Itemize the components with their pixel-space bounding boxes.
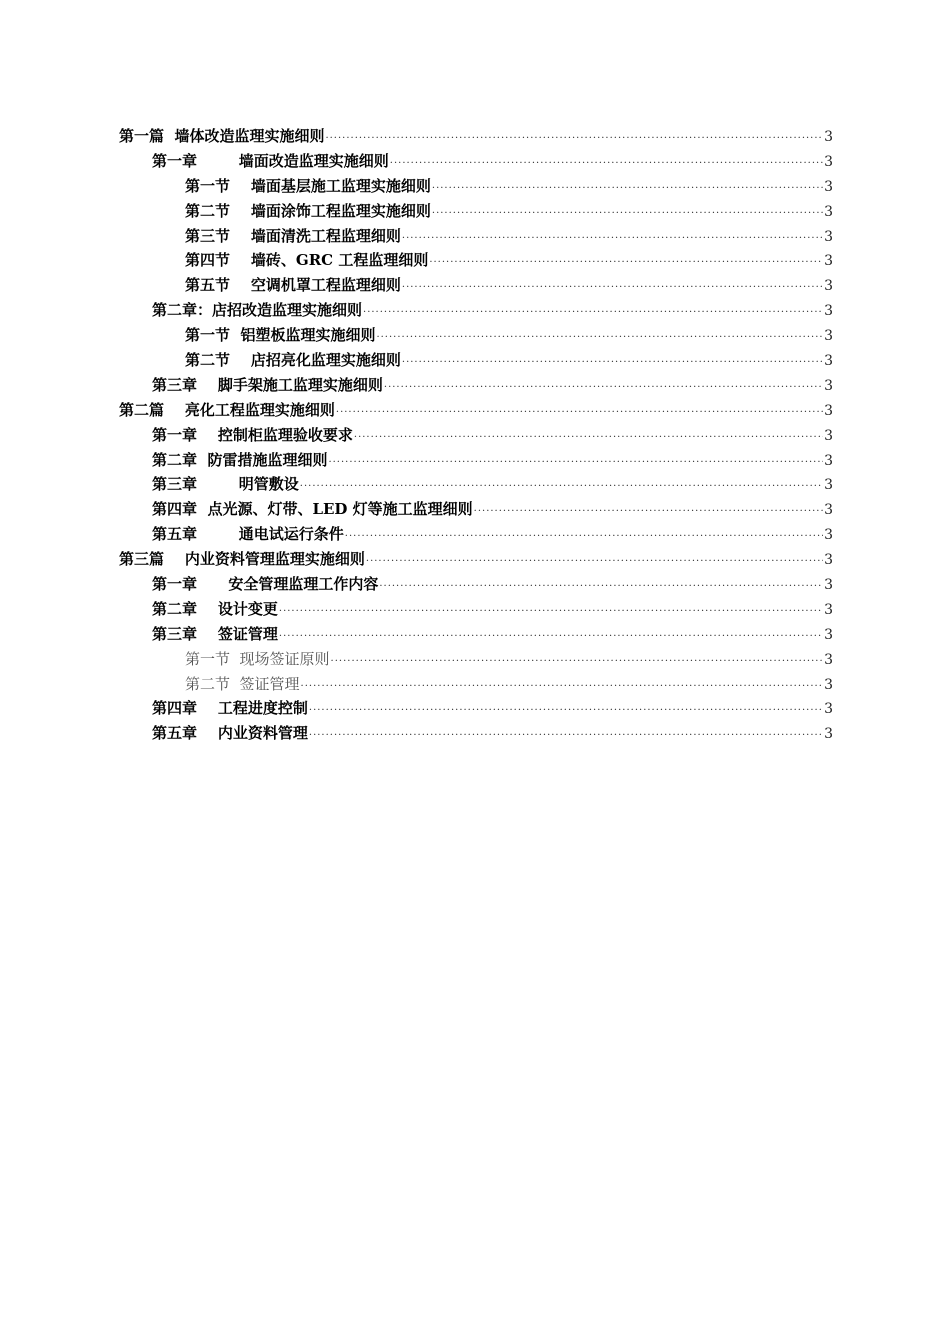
toc-page-number: 3	[824, 328, 833, 345]
dot-leader	[379, 575, 823, 600]
dot-leader	[402, 351, 823, 376]
toc-entry-title: 第二章 设计变更	[152, 599, 278, 618]
toc-chapter[interactable]	[119, 622, 833, 647]
toc-page-number: 3	[824, 651, 833, 668]
toc-entry-title: 第二章 防雷措施监理细则	[152, 450, 328, 469]
toc-chapter[interactable]	[119, 149, 833, 174]
toc-entry-title: 第二章：店招改造监理实施细则	[152, 301, 363, 320]
dot-leader	[301, 675, 824, 700]
toc-entry-title: 第四章 点光源、灯带、LED 灯等施工监理细则	[152, 500, 473, 519]
toc-section[interactable]	[119, 248, 833, 273]
toc-page-number: 3	[824, 353, 833, 370]
dot-leader	[432, 202, 823, 227]
dot-leader	[384, 376, 823, 401]
toc-section[interactable]	[119, 273, 833, 298]
toc-page-number: 3	[824, 178, 833, 195]
dot-leader	[432, 177, 823, 202]
toc-chapter[interactable]	[119, 497, 833, 522]
toc-page-number: 3	[824, 402, 833, 419]
toc-entry-title: 第三章 签证管理	[152, 624, 278, 643]
toc-chapter[interactable]	[119, 721, 833, 746]
toc-entry-title: 第五节 空调机罩工程监理细则	[185, 276, 401, 295]
toc-chapter[interactable]	[119, 472, 833, 497]
toc-page-number: 3	[824, 427, 833, 444]
toc-page-number: 3	[824, 527, 833, 544]
toc-chapter[interactable]	[119, 522, 833, 547]
toc-entry-title: 第三节 墙面清洗工程监理细则	[185, 226, 401, 245]
dot-leader	[390, 152, 823, 177]
dot-leader	[366, 550, 823, 575]
dot-leader	[402, 276, 823, 301]
toc-chapter[interactable]	[119, 423, 833, 448]
toc-entry-title: 第三章 脚手架施工监理实施细则	[152, 375, 383, 394]
toc-entry-title: 第一篇 墙体改造监理实施细则	[119, 127, 325, 145]
toc-entry-title: 第三章 明管敷设	[152, 475, 299, 494]
toc-entry-title: 第一章 安全管理监理工作内容	[152, 575, 379, 594]
dot-leader	[429, 251, 823, 276]
toc-chapter[interactable]	[119, 572, 833, 597]
toc-section[interactable]	[119, 224, 833, 249]
toc-chapter[interactable]	[119, 696, 833, 721]
toc-part-2[interactable]	[119, 398, 833, 423]
dot-leader	[309, 699, 823, 724]
toc-page-number: 3	[824, 502, 833, 519]
toc-entry-title: 第一章 控制柜监理验收要求	[152, 425, 353, 444]
dot-leader	[328, 451, 823, 476]
toc-section[interactable]	[119, 348, 833, 373]
toc-entry-title: 第四节 墙砖、GRC 工程监理细则	[185, 251, 429, 270]
toc-chapter[interactable]	[119, 373, 833, 398]
toc-section[interactable]	[119, 647, 833, 672]
toc-section[interactable]	[119, 199, 833, 224]
toc-chapter[interactable]	[119, 298, 833, 323]
toc-page-number: 3	[824, 203, 833, 220]
table-of-contents	[119, 124, 833, 746]
dot-leader	[345, 525, 823, 550]
toc-entry-title: 第二篇 亮化工程监理实施细则	[119, 400, 335, 419]
toc-page-number: 3	[824, 278, 833, 295]
dot-leader	[279, 625, 823, 650]
toc-page-number: 3	[824, 726, 833, 743]
toc-page-number: 3	[824, 303, 833, 320]
toc-entry-title: 第二节 签证管理	[185, 674, 300, 693]
toc-page-number: 3	[824, 228, 833, 245]
dot-leader	[336, 401, 823, 426]
dot-leader	[354, 426, 823, 451]
toc-entry-title: 第二节 墙面涂饰工程监理实施细则	[185, 201, 431, 220]
toc-page-number: 3	[824, 153, 833, 170]
dot-leader	[279, 600, 823, 625]
toc-page-number: 3	[824, 253, 833, 270]
toc-chapter[interactable]	[119, 448, 833, 473]
toc-part-1[interactable]	[119, 124, 833, 149]
toc-page-number: 3	[824, 452, 833, 469]
toc-entry-title: 第五章 通电试运行条件	[152, 525, 344, 544]
dot-leader	[331, 650, 824, 675]
dot-leader	[402, 227, 823, 252]
toc-entry-title: 第三篇 内业资料管理监理实施细则	[119, 550, 365, 569]
toc-page-number: 3	[824, 552, 833, 569]
toc-section[interactable]	[119, 672, 833, 697]
toc-page-number: 3	[824, 626, 833, 643]
toc-entry-title: 第一节 墙面基层施工监理实施细则	[185, 176, 431, 195]
toc-entry-title: 第一节 铝塑板监理实施细则	[185, 326, 376, 345]
dot-leader	[309, 724, 823, 749]
toc-section[interactable]	[119, 323, 833, 348]
toc-page-number: 3	[824, 676, 833, 693]
toc-entry-title: 第四章 工程进度控制	[152, 699, 308, 718]
toc-page-number: 3	[824, 377, 833, 394]
toc-chapter[interactable]	[119, 597, 833, 622]
toc-entry-title: 第五章 内业资料管理	[152, 724, 308, 743]
toc-page-number: 3	[824, 577, 833, 594]
toc-page-number: 3	[824, 601, 833, 618]
dot-leader	[376, 326, 823, 351]
toc-page-number: 3	[824, 701, 833, 718]
toc-page-number: 3	[824, 477, 833, 494]
dot-leader	[363, 301, 823, 326]
toc-entry-title: 第一章 墙面改造监理实施细则	[152, 151, 389, 170]
toc-entry-title: 第二节 店招亮化监理实施细则	[185, 351, 401, 370]
toc-part-3[interactable]	[119, 547, 833, 572]
toc-entry-title: 第一节 现场签证原则	[185, 649, 330, 668]
dot-leader	[474, 500, 823, 525]
toc-page-number: 3	[824, 129, 833, 145]
dot-leader	[325, 127, 823, 152]
toc-section[interactable]	[119, 174, 833, 199]
